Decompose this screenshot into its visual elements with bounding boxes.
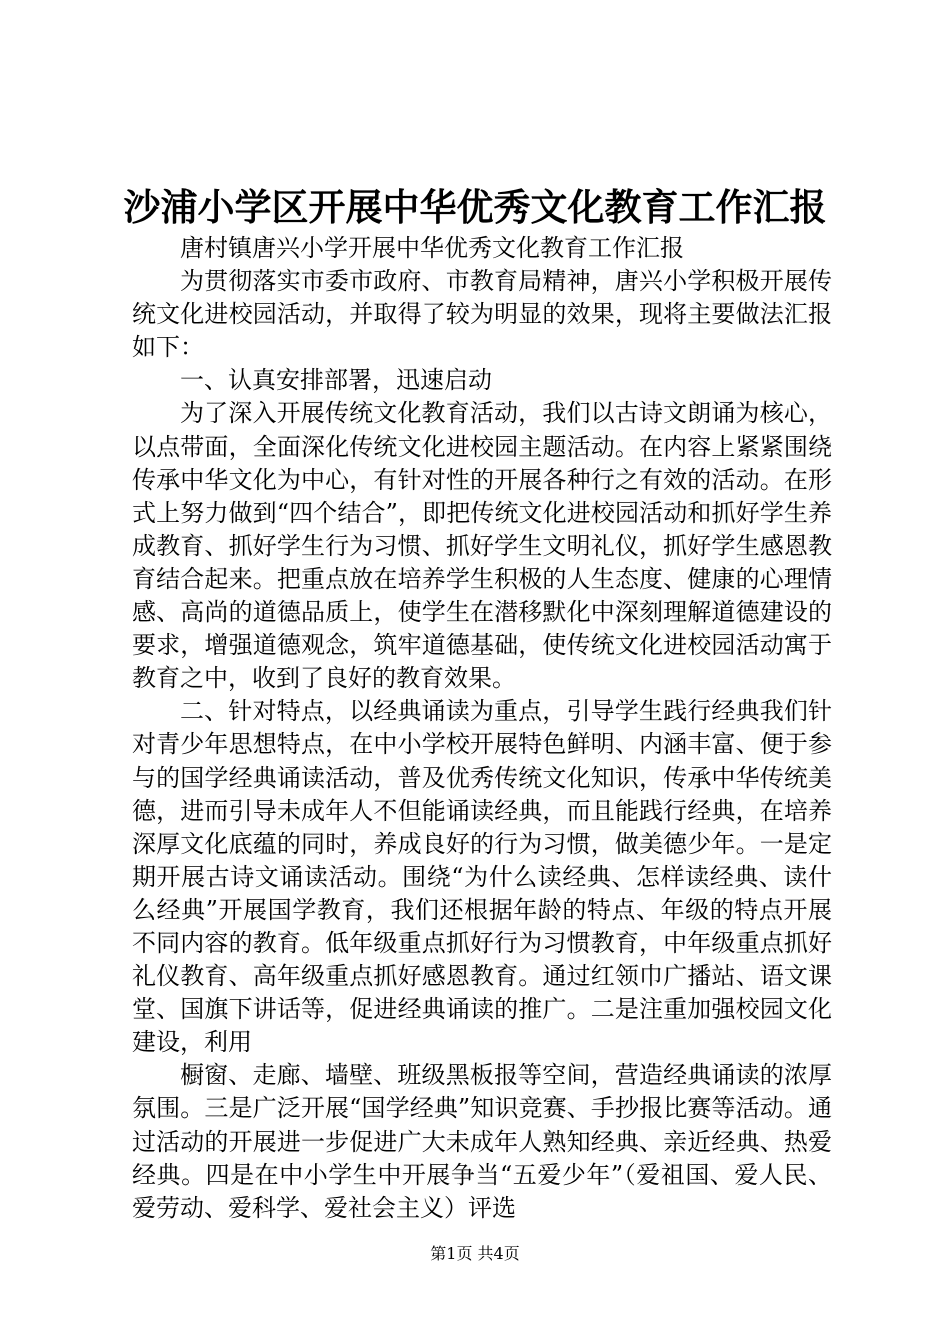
body-paragraph: 为了深入开展传统文化教育活动，我们以古诗文朗诵为核心，以点带面，全面深化传统文化进校园主题活动。在内容上紧紧围绕传承中华文化为中心，有针对性的开展各种行之有效的活动。在形式上努力做到“四个结合”，即把传统文化进校园活动和抓好学生养成教育、抓好学生行为习惯、抓好学生文明礼仪，抓好学生感恩教育结合起来。把重点放在培养学生积极的人生态度、健康的心理情感、高尚的道德品质上，使学生在潜移默化中深刻理解道德建设的要求，增强道德观念，筑牢道德基础，使传统文化进校园活动寓于教育之中，收到了良好的教育效果。 <box>132 399 832 693</box>
document-body <box>132 232 832 1225</box>
page-number-footer: 第1页 共4页 <box>430 1244 520 1263</box>
body-paragraph: 二、针对特点，以经典诵读为重点，引导学生践行经典我们针对青少年思想特点，在中小学校开展特色鲜明、内涵丰富、便于参与的国学经典诵读活动，普及优秀传统文化知识，传承中华传统美德，进而引导未成年人不但能诵读经典，而且能践行经典，在培养深厚文化底蕴的同时，养成良好的行为习惯，做美德少年。一是定期开展古诗文诵读活动。围绕“为什么读经典、怎样读经典、读什么经典”开展国学教育，我们还根据年龄的特点、年级的特点开展不同内容的教育。低年级重点抓好行为习惯教育，中年级重点抓好礼仪教育、高年级重点抓好感恩教育。通过红领巾广播站、语文课堂、国旗下讲话等，促进经典诵读的推广。二是注重加强校园文化建设，利用 <box>132 697 832 1057</box>
intro-paragraph: 为贯彻落实市委市政府、市教育局精神，唐兴小学积极开展传统文化进校园活动，并取得了较为明显的效果，现将主要做法汇报如下： <box>132 267 832 362</box>
body-paragraph: 橱窗、走廊、墙壁、班级黑板报等空间，营造经典诵读的浓厚氛围。三是广泛开展“国学经典”知识竞赛、手抄报比赛等活动。通过活动的开展进一步促进广大未成年人熟知经典、亲近经典、热爱经典。四是在中小学生中开展争当“五爱少年”（爱祖国、爱人民、爱劳动、爱科学、爱社会主义）评选 <box>132 1061 832 1222</box>
document-title: 沙浦小学区开展中华优秀文化教育工作汇报 <box>123 185 827 229</box>
subtitle-paragraph: 唐村镇唐兴小学开展中华优秀文化教育工作汇报 <box>180 234 684 262</box>
section-heading-1: 一、认真安排部署，迅速启动 <box>180 366 492 395</box>
